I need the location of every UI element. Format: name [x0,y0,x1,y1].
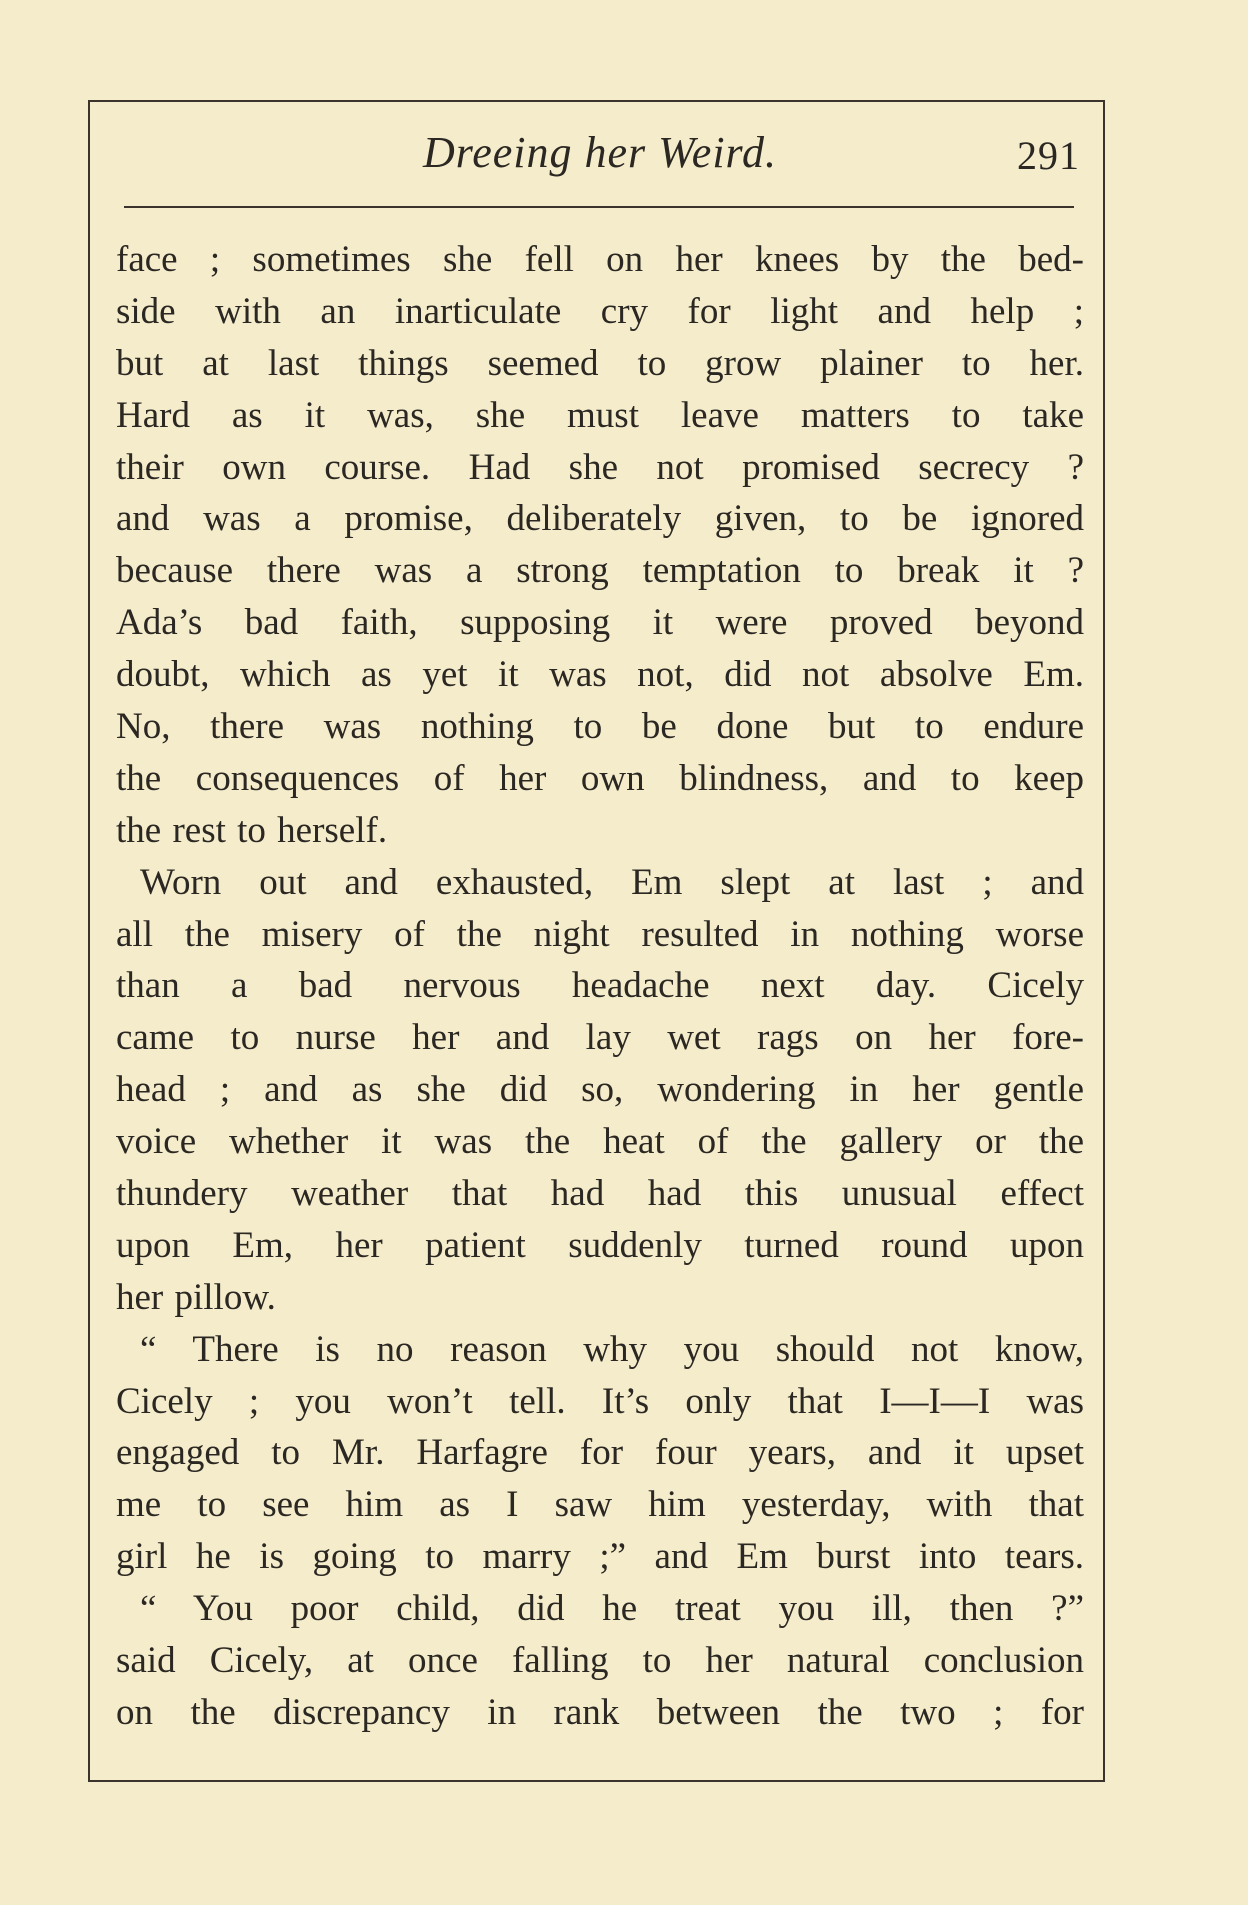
text-line: the consequences of her own blindness, and to keep [116,757,1084,799]
body-text [116,234,1084,1739]
text-line: Hard as it was, she must leave matters to take [116,394,1084,436]
text-line: me to see him as I saw him yesterday, with that [116,1484,1084,1526]
text-line: Cicely ; you won’t tell. It’s only that I—I—I was [116,1380,1084,1422]
header-rule [124,206,1074,208]
text-line: their own course. Had she not promised secrecy ? [116,446,1084,488]
running-title: Dreeing her Weird. [422,128,778,177]
page-header [120,124,1080,186]
text-line: “ There is no reason why you should not know, [140,1328,1084,1370]
text-line: on the discrepancy in rank between the two ; for [116,1691,1084,1733]
text-line: because there was a strong temptation to break it ? [116,550,1084,592]
text-line: all the misery of the night resulted in nothing worse [116,913,1084,955]
text-line: face ; sometimes she fell on her knees by the bed- [116,239,1084,280]
text-line: the rest to herself. [116,809,388,851]
text-line: “ You poor child, did he treat you ill, then ?” [140,1588,1084,1630]
text-line: said Cicely, at once falling to her natural conclusion [116,1640,1084,1682]
text-line: No, there was nothing to be done but to endure [116,706,1084,748]
text-line: side with an inarticulate cry for light and help ; [116,290,1084,332]
text-line: engaged to Mr. Harfagre for four years, and it upset [116,1432,1084,1474]
text-line: came to nurse her and lay wet rags on her fore- [116,1017,1084,1059]
text-line: voice whether it was the heat of the gallery or the [116,1121,1084,1163]
text-line: head ; and as she did so, wondering in her gentle [116,1069,1084,1111]
text-line: upon Em, her patient suddenly turned round upon [116,1224,1084,1266]
text-line: girl he is going to marry ;” and Em burst into tears. [116,1536,1084,1578]
text-line: Ada’s bad faith, supposing it were proved beyond [116,602,1084,644]
text-line: but at last things seemed to grow plainer to her. [116,342,1084,384]
text-line: her pillow. [116,1276,276,1318]
text-line: Worn out and exhausted, Em slept at last ; and [140,861,1084,903]
text-line: than a bad nervous headache next day. Cicely [116,965,1084,1007]
text-line: and was a promise, deliberately given, to be ignored [116,498,1084,540]
page-number: 291 [1017,133,1080,178]
text-line: doubt, which as yet it was not, did not absolve Em. [116,654,1084,696]
text-line: thundery weather that had had this unusual effect [116,1173,1084,1215]
